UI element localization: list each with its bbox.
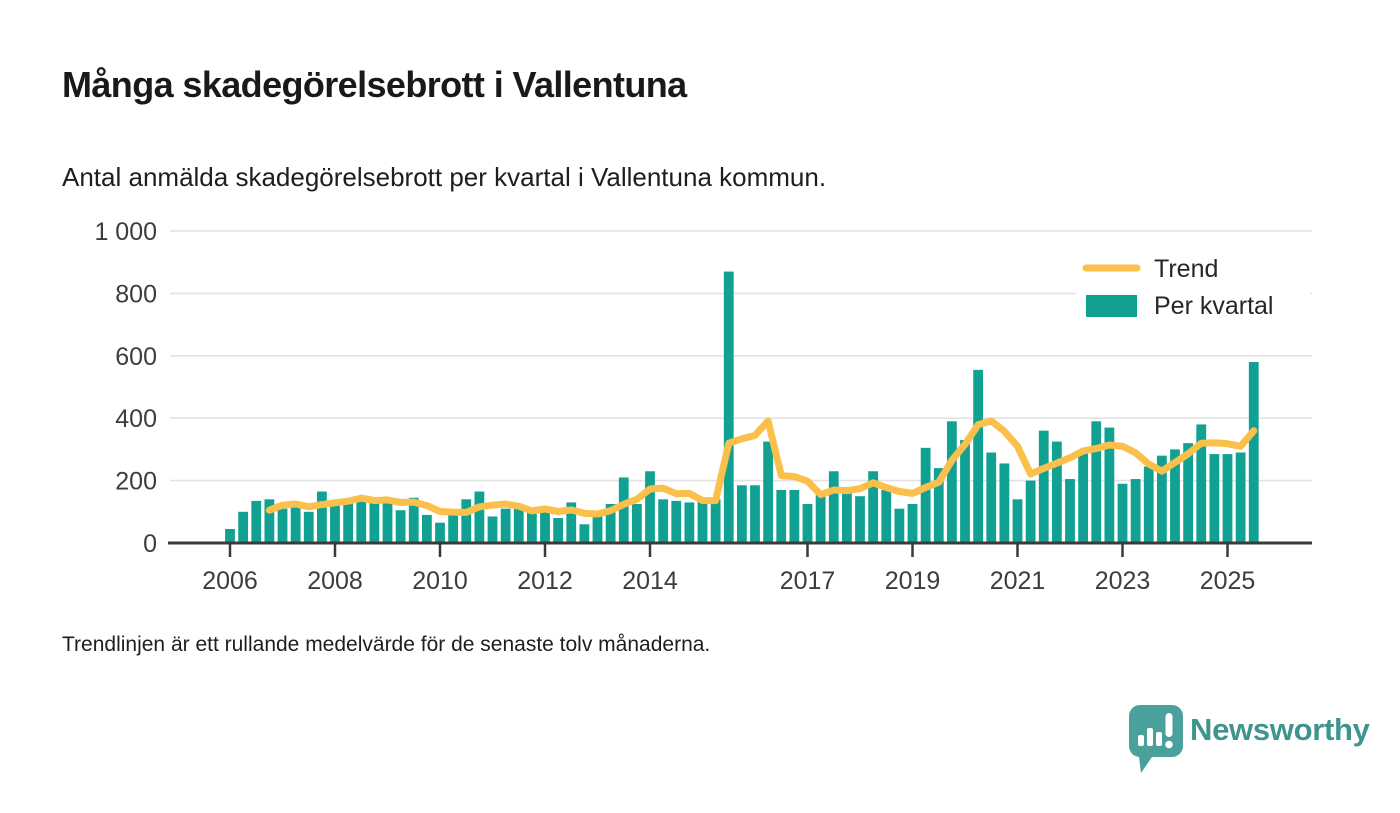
chart-subtitle: Antal anmälda skadegörelsebrott per kvartal i Vallentuna kommun. — [62, 162, 827, 192]
bar-2012q4 — [579, 524, 589, 543]
bar-2011q1 — [488, 516, 498, 543]
bar-2017q2 — [816, 495, 826, 543]
bar-2020q1 — [960, 440, 970, 543]
y-axis-labels — [94, 218, 157, 558]
x-tick-label-2023: 2023 — [1094, 567, 1151, 595]
bar-2017q3 — [829, 471, 839, 543]
brand-name: Newsworthy — [1190, 712, 1370, 747]
bar-2010q4 — [474, 492, 484, 543]
bar-2009q4 — [422, 515, 432, 543]
bar-2025q3 — [1249, 362, 1259, 543]
bar-2010q1 — [435, 523, 445, 543]
bar-2016q2 — [763, 442, 773, 543]
bar-2011q3 — [514, 509, 524, 543]
newsworthy-bubble-chart-icon — [1128, 704, 1184, 776]
bar-2020q3 — [986, 453, 996, 543]
bar-2013q4 — [632, 504, 642, 543]
x-tick-label-2010: 2010 — [412, 567, 468, 595]
bar-2010q2 — [448, 513, 458, 543]
bar-2016q3 — [776, 490, 786, 543]
bar-2014q3 — [671, 501, 681, 543]
bar-2021q4 — [1052, 442, 1062, 543]
x-tick-label-2017: 2017 — [779, 567, 836, 595]
bar-2023q3 — [1144, 467, 1154, 543]
bar-2015q4 — [737, 485, 747, 543]
bar-2007q1 — [278, 509, 288, 543]
bar-2025q1 — [1223, 454, 1233, 543]
bar-2016q4 — [789, 490, 799, 543]
x-tick-label-2006: 2006 — [202, 567, 258, 595]
bar-2009q2 — [396, 510, 406, 543]
x-tick-label-2008: 2008 — [307, 567, 363, 595]
bar-2006q2 — [238, 512, 248, 543]
bar-2023q2 — [1131, 479, 1141, 543]
bar-2019q4 — [947, 421, 957, 543]
x-tick-label-2012: 2012 — [517, 567, 573, 595]
y-tick-label-1000: 1 000 — [94, 218, 157, 246]
bar-2017q1 — [803, 504, 813, 543]
bar-2017q4 — [842, 493, 852, 543]
bar-2007q4 — [317, 492, 327, 543]
bar-2019q2 — [921, 448, 931, 543]
legend — [1076, 252, 1310, 326]
bar-2012q2 — [553, 518, 563, 543]
y-tick-label-600: 600 — [115, 342, 157, 371]
bar-2016q1 — [750, 485, 760, 543]
bar-2021q1 — [1013, 499, 1023, 543]
bar-2022q2 — [1078, 453, 1088, 543]
x-axis — [168, 543, 1312, 595]
bar-2013q3 — [619, 477, 629, 543]
bar-2023q1 — [1118, 484, 1128, 543]
bar-2024q4 — [1209, 454, 1219, 543]
y-tick-label-800: 800 — [115, 280, 157, 309]
bar-2021q3 — [1039, 431, 1049, 543]
bar-2007q3 — [304, 512, 314, 543]
bar-2009q1 — [383, 499, 393, 543]
bar-2015q3 — [724, 272, 734, 543]
bar-2020q4 — [999, 463, 1009, 543]
chart-title: Många skadegörelsebrott i Vallentuna — [62, 64, 687, 105]
bar-2006q1 — [225, 529, 235, 543]
bar-2008q1 — [330, 501, 340, 543]
footnote: Trendlinjen är ett rullande medelvärde för de senaste tolv månaderna. — [62, 633, 711, 656]
y-tick-label-200: 200 — [115, 467, 157, 496]
legend-label-trend: Trend — [1154, 255, 1219, 283]
x-tick-label-2025: 2025 — [1199, 567, 1256, 595]
x-tick-label-2021: 2021 — [989, 567, 1046, 595]
bar-2014q2 — [658, 499, 668, 543]
bar-2007q2 — [291, 507, 301, 543]
bar-swatch — [1086, 295, 1137, 317]
bar-2014q4 — [684, 502, 694, 543]
bar-2008q4 — [369, 501, 379, 543]
bar-2006q3 — [251, 501, 261, 543]
bar-2008q3 — [356, 499, 366, 543]
x-tick-label-2019: 2019 — [884, 567, 941, 595]
bar-2025q2 — [1236, 453, 1246, 543]
bar-2019q1 — [908, 504, 918, 543]
legend-label-per-kvartal: Per kvartal — [1154, 292, 1274, 320]
y-tick-label-400: 400 — [115, 405, 157, 434]
x-tick-label-2014: 2014 — [622, 567, 678, 595]
bar-2022q1 — [1065, 479, 1075, 543]
bar-2008q2 — [343, 501, 353, 543]
bar-2015q2 — [711, 499, 721, 543]
bar-2020q2 — [973, 370, 983, 543]
bar-2015q1 — [698, 499, 708, 543]
bar-2021q2 — [1026, 481, 1036, 543]
y-tick-label-0: 0 — [143, 530, 157, 558]
bar-2018q3 — [881, 490, 891, 543]
bar-2014q1 — [645, 471, 655, 543]
bar-2010q3 — [461, 499, 471, 543]
legend-item-per-kvartal — [1086, 292, 1273, 320]
bar-2018q1 — [855, 496, 865, 543]
bar-2012q1 — [540, 509, 550, 543]
bar-2022q3 — [1091, 421, 1101, 543]
bar-2011q2 — [501, 509, 511, 543]
exclamation-mark-glyph — [1165, 713, 1173, 748]
bar-2011q4 — [527, 510, 537, 543]
bar-2018q4 — [894, 509, 904, 543]
